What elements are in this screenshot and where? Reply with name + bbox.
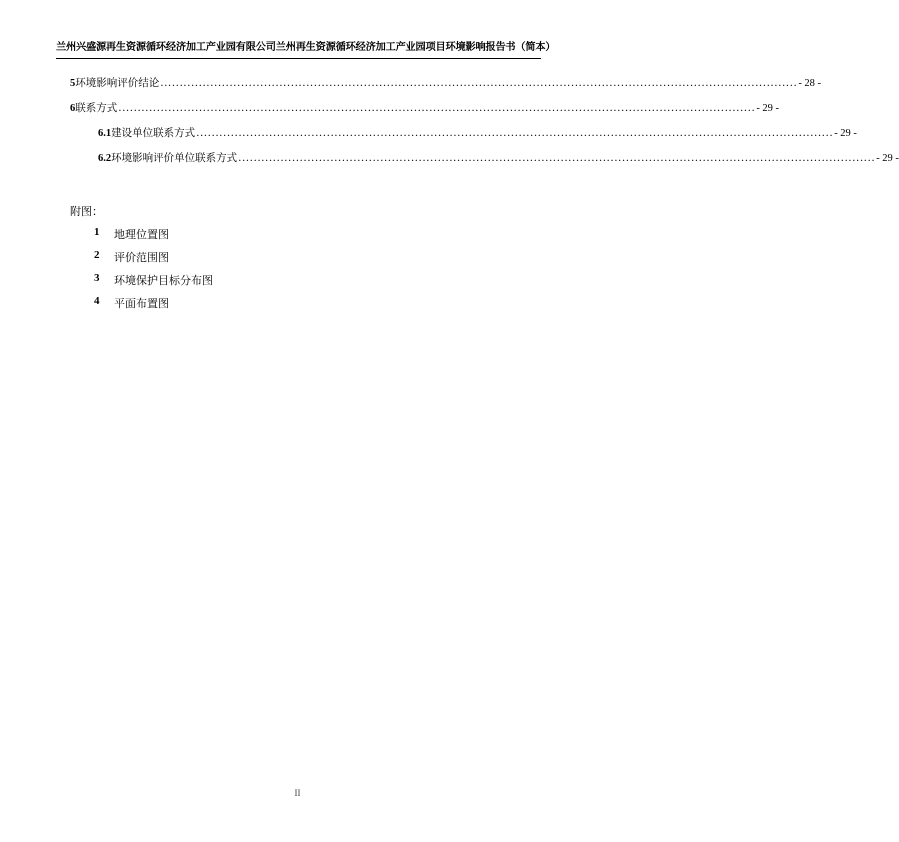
toc-entry-6-2[interactable]: [98, 151, 899, 165]
toc-number: 5: [70, 78, 76, 89]
toc-number: 6: [70, 103, 76, 114]
appendix-number: 1: [94, 226, 100, 238]
toc-page-number: - 29 -: [834, 128, 857, 139]
toc-page-number: - 28 -: [798, 78, 822, 89]
toc-number: 6.1: [98, 128, 112, 139]
toc-leader: ......................................................................................................................................................................: [238, 152, 876, 164]
appendix-item: [94, 249, 169, 265]
toc-entry-5[interactable]: [70, 76, 822, 90]
toc-leader: ......................................................................................................................................................................: [160, 77, 798, 89]
appendix-title: 环境保护目标分布图: [114, 274, 213, 287]
toc-page-number: - 29 -: [756, 103, 780, 114]
appendix-title: 平面布置图: [114, 297, 169, 310]
appendix-item: [94, 295, 169, 311]
page-number: II: [294, 788, 301, 798]
toc-title: 建设单位联系方式: [111, 127, 196, 139]
appendix-number: 3: [94, 272, 100, 284]
appendix-title: 地理位置图: [114, 228, 169, 241]
header-rule: [56, 58, 541, 59]
toc-leader: ......................................................................................................................................................................: [118, 102, 756, 114]
toc-page-number: - 29 -: [876, 153, 899, 164]
appendix-number: 4: [94, 295, 100, 307]
appendix-label: 附图：: [70, 205, 103, 218]
toc-title: 环境影响评价单位联系方式: [111, 152, 238, 164]
appendix-item: [94, 272, 213, 288]
toc-leader: ......................................................................................................................................................................: [196, 127, 834, 139]
toc-title: 联系方式: [75, 102, 118, 114]
appendix-item: [94, 226, 169, 242]
running-header: 兰州兴盛源再生资源循环经济加工产业园有限公司兰州再生资源循环经济加工产业园项目环境影响报告书（简本）: [56, 42, 556, 53]
toc-number: 6.2: [98, 153, 112, 164]
toc-entry-6-1[interactable]: [98, 126, 857, 140]
toc-entry-6[interactable]: [70, 101, 780, 115]
appendix-number: 2: [94, 249, 100, 261]
appendix-title: 评价范围图: [114, 251, 169, 264]
toc-title: 环境影响评价结论: [75, 77, 160, 89]
